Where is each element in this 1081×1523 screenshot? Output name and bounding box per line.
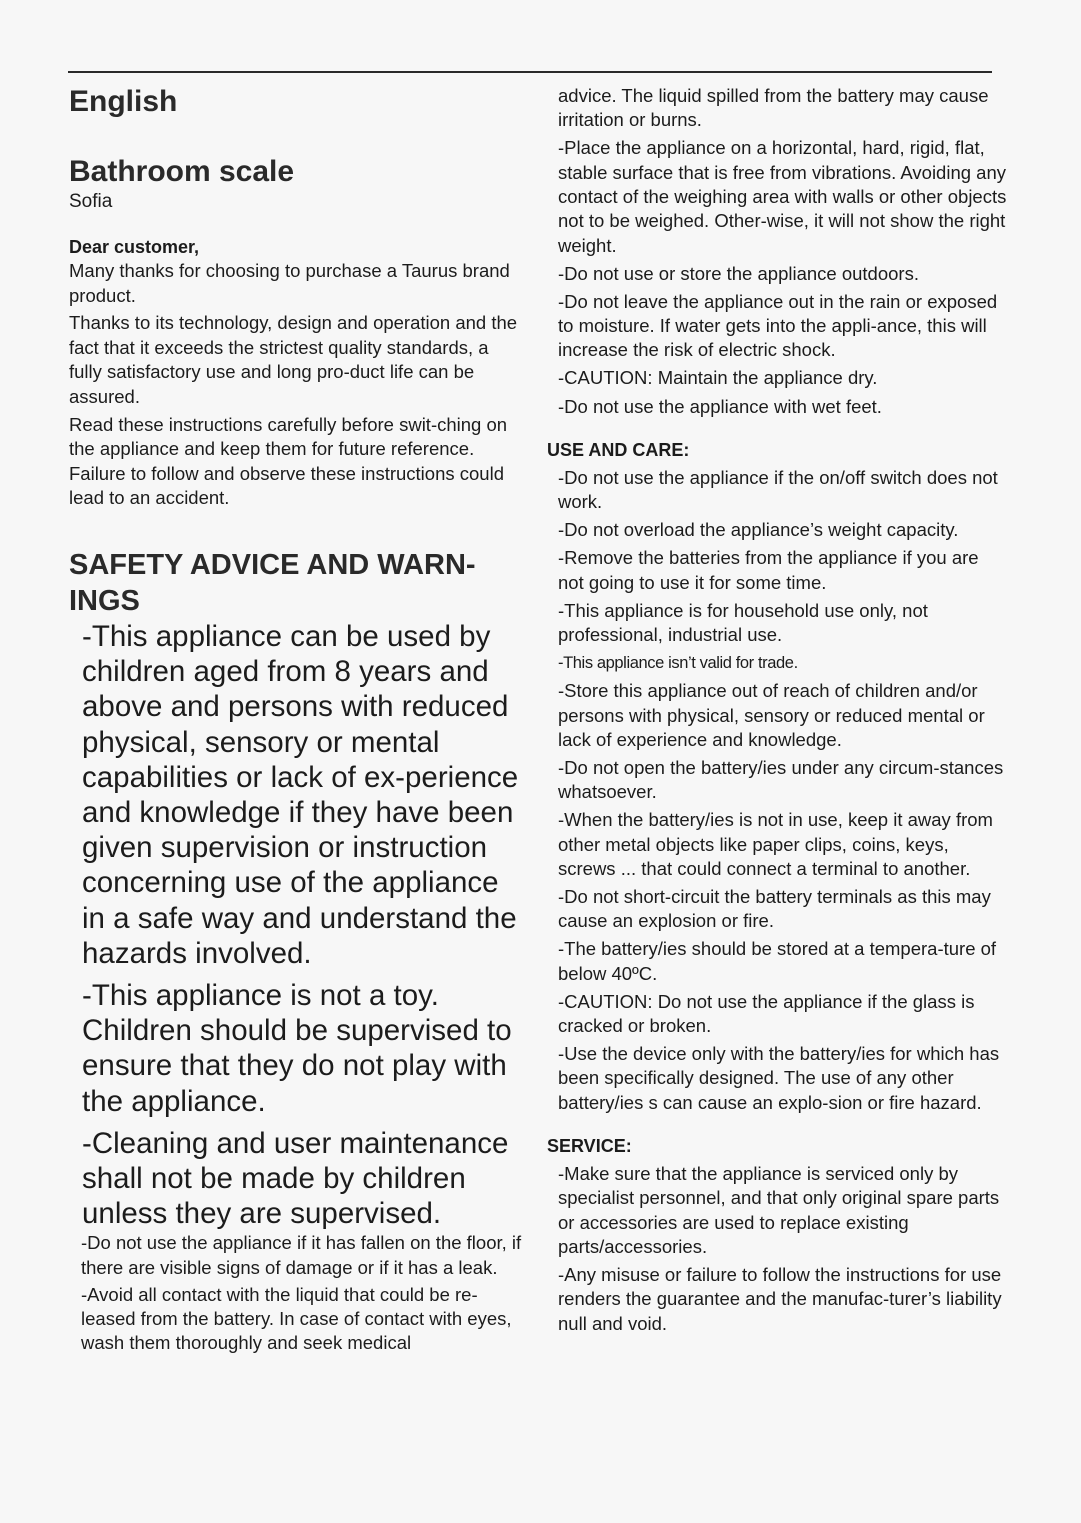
safety-warning: -Place the appliance on a horizontal, hard, rigid, flat, stable surface that is free from vibrations. Avoiding any contact of the weighing area with walls or other objects not to be weighed. Other-wise, it will not show the right weight.: [558, 137, 1007, 256]
service-item: -Any misuse or failure to follow the instructions for use renders the guarantee and the manufac-turer’s liability null and void.: [558, 1264, 1002, 1334]
use-care-item: -Use the device only with the battery/ies for which has been specifically designed. The use of any other battery/ies s can cause an explo-sion or fire hazard.: [558, 1043, 1000, 1113]
safety-warning-large: -This appliance is not a toy. Children should be supervised to ensure that they do not play with the appliance.: [82, 978, 512, 1118]
safety-warning: -CAUTION: Maintain the appliance dry.: [558, 367, 878, 389]
use-and-care-heading: USE AND CARE:: [547, 439, 690, 460]
use-care-item: -Do not use the appliance if the on/off switch does not work.: [558, 466, 998, 513]
language-heading: English: [69, 85, 178, 118]
use-care-item: -Do not overload the appliance’s weight capacity.: [558, 519, 959, 541]
intro-paragraph: Read these instructions carefully before swit-ching on the appliance and keep them for future reference. Failure to follow and observe these instructions could lead to an accident.: [69, 413, 508, 509]
use-care-item: -Do not short-circuit the battery terminals as this may cause an explosion or fire.: [558, 885, 991, 932]
intro-paragraph: Thanks to its technology, design and operation and the fact that it exceeds the strictest quality standards, a fully satisfactory use and long pro-duct life can be assured.: [69, 312, 518, 407]
use-care-item: -The battery/ies should be stored at a tempera-ture of below 40ºC.: [558, 938, 997, 984]
header-rule: [68, 71, 992, 73]
safety-warning: -Do not leave the appliance out in the rain or exposed to moisture. If water gets into the appli-ance, this will increase the risk of electric shock.: [558, 290, 998, 361]
safety-warning: -Do not use or store the appliance outdoors.: [558, 262, 919, 284]
safety-warning: -Avoid all contact with the liquid that could be re-leased from the battery. In case of contact with eyes, wash them thoroughly and seek medical: [81, 1283, 512, 1354]
safety-warning: -Do not use the appliance with wet feet.: [558, 395, 882, 417]
intro-paragraph: Many thanks for choosing to purchase a Taurus brand product.: [69, 260, 510, 306]
use-care-item: -CAUTION: Do not use the appliance if the glass is cracked or broken.: [558, 990, 975, 1037]
use-care-item: -Remove the batteries from the appliance if you are not going to use it for some time.: [558, 547, 979, 593]
safety-warning-large: -Cleaning and user maintenance shall not be made by children unless they are supervised.: [82, 1126, 509, 1231]
use-care-item: -Store this appliance out of reach of children and/or persons with physical, sensory or reduced mental or lack of experience and knowledge.: [558, 680, 985, 750]
use-care-item: -This appliance isn’t valid for trade.: [558, 654, 798, 673]
safety-warning: advice. The liquid spilled from the battery may cause irritation or burns.: [558, 85, 989, 131]
safety-heading: SAFETY ADVICE AND WARN-INGS: [69, 548, 476, 617]
model-name: Sofia: [69, 191, 113, 212]
product-title: Bathroom scale: [69, 155, 295, 188]
service-item: -Make sure that the appliance is serviced only by specialist personnel, and that only original spare parts or accessories are used to replace existing parts/accessories.: [558, 1163, 1000, 1257]
safety-warning-large: -This appliance can be used by children aged from 8 years and above and persons with reduced physical, sensory or mental capabilities or lack of ex-perience and knowledge if they have been given supervision or instruction concerning use of the appliance in a safe way and understand the hazards involved.: [82, 619, 519, 970]
use-care-item: -When the battery/ies is not in use, keep it away from other metal objects like paper clips, coins, keys, screws ... that could connect a terminal to another.: [558, 809, 993, 879]
right-column: [547, 84, 1007, 1340]
use-care-item: -This appliance is for household use only, not professional, industrial use.: [558, 599, 928, 646]
left-column: [69, 84, 524, 1358]
use-care-item: -Do not open the battery/ies under any circum-stances whatsoever.: [558, 756, 1004, 803]
service-heading: SERVICE:: [547, 1136, 632, 1157]
greeting: Dear customer,: [69, 237, 200, 257]
safety-warning: -Do not use the appliance if it has fallen on the floor, if there are visible signs of damage or if it has a leak.: [81, 1232, 522, 1278]
